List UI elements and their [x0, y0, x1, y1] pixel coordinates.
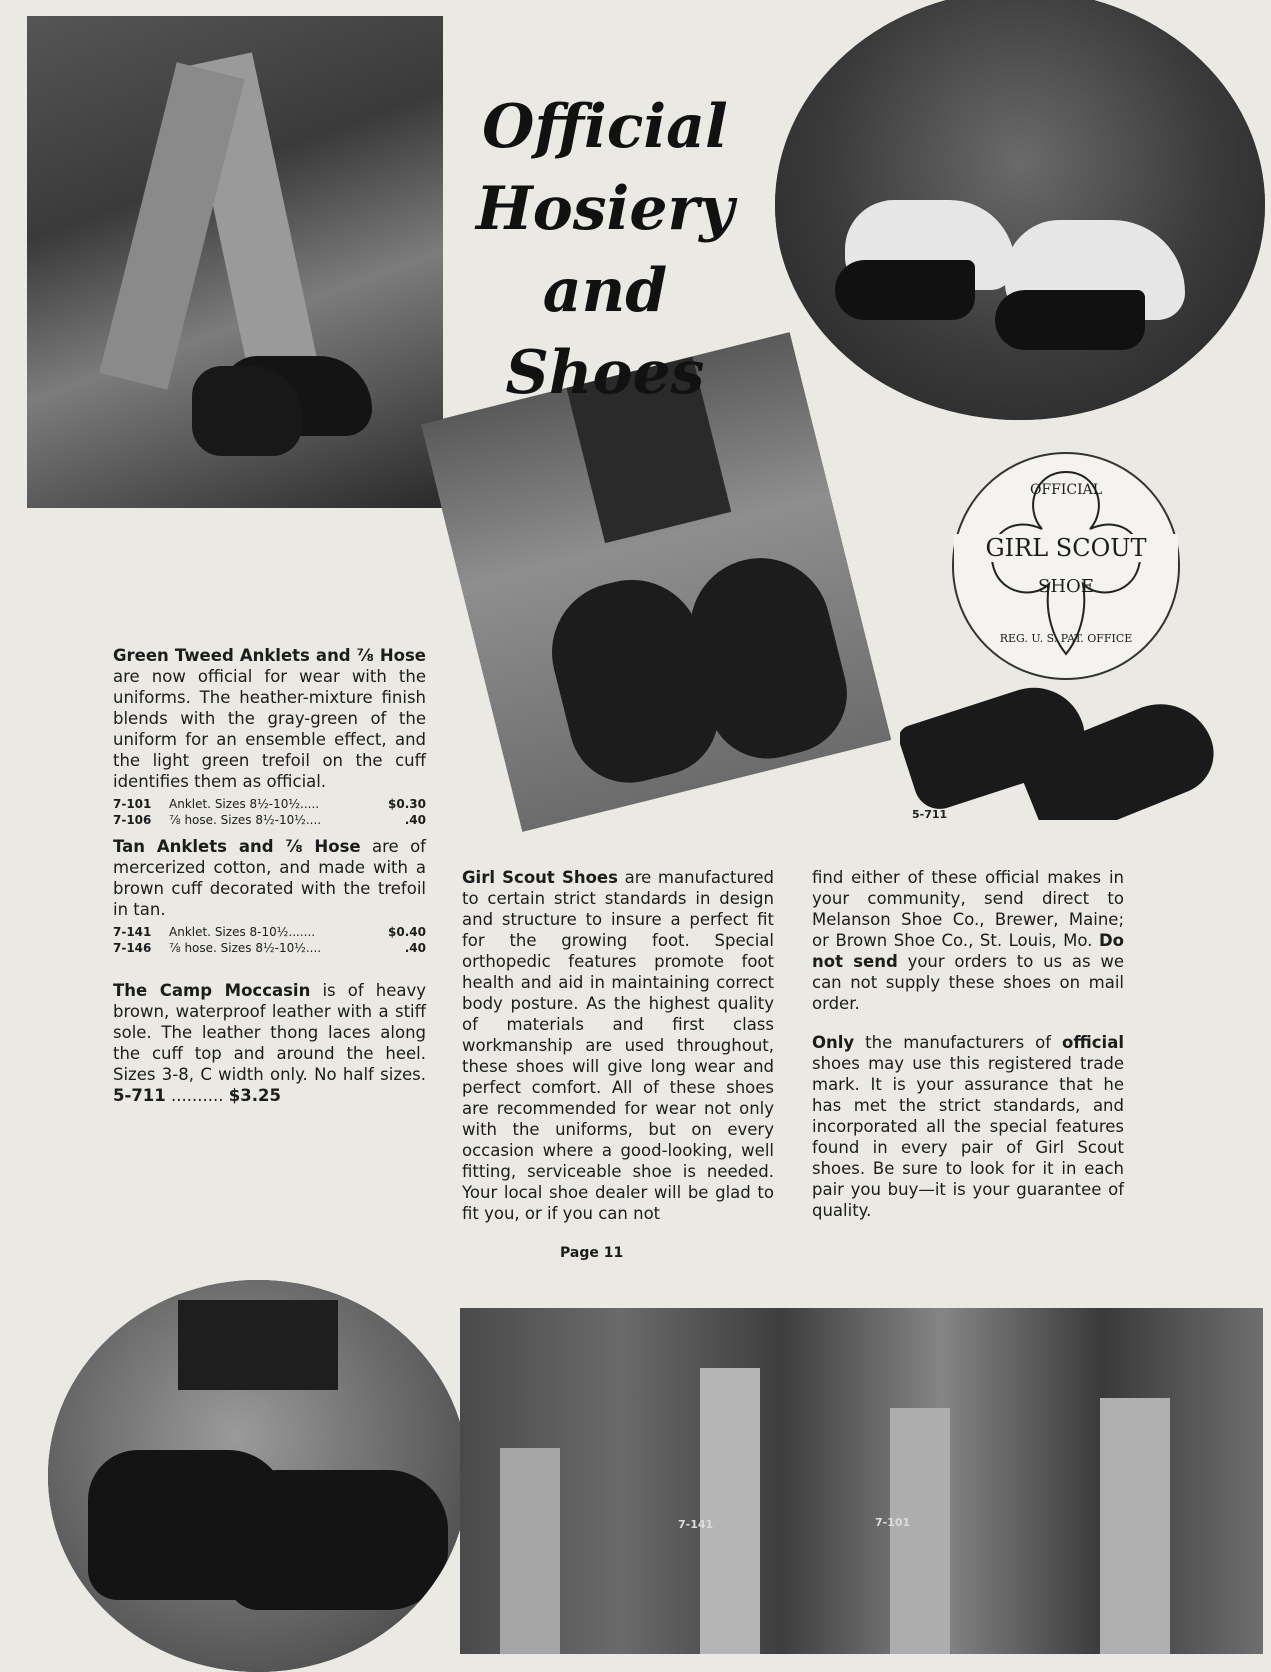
item-number: 7-146 — [113, 941, 152, 955]
moccasin-heading: The Camp Moccasin — [113, 981, 311, 1000]
photo-moccasins — [900, 670, 1230, 820]
left-column — [113, 645, 426, 1124]
moccasin-leader-dots: .......... — [171, 1086, 224, 1105]
item-number: 7-106 — [113, 813, 152, 827]
price-row — [113, 924, 426, 940]
item-number: 7-101 — [113, 797, 152, 811]
girl-scout-shoes-paragraph — [462, 867, 774, 1224]
tan-anklets-heading: Tan Anklets and ⅞ Hose — [113, 837, 361, 856]
girl-scout-shoes-body: are manufactured to certain strict standards in design and structure to insure a perfect fit for the growing foot. Special orthopedic features promote foot health and aid in maintaining correct body posture. As the highest quality of materials and first class workmanship are used throughout, these shoes will give long wear and perfect comfort. All of these shoes are recommended for wear not only with the uniforms, but on every occasion where a good-looking, well fitting, serviceable shoe is needed. Your local shoe dealer will be glad to fit you, or if you can not — [462, 868, 775, 1223]
moccasin-paragraph — [113, 980, 426, 1106]
photo-hose-crossed-legs — [27, 16, 443, 508]
item-description: ⅞ hose. Sizes 8½-10½.... — [169, 941, 322, 955]
only-emphasis: Only — [812, 1033, 855, 1052]
item-price: $0.40 — [388, 925, 426, 939]
title-line-4: Shoes — [505, 338, 705, 408]
seal-word-official: OFFICIAL — [1029, 482, 1103, 498]
moccasin-price: $3.25 — [228, 1086, 281, 1105]
tan-anklets-body: are of mercerized cotton, and made with a brown cuff decorated with the trefoil in tan. — [113, 837, 426, 919]
right-column — [812, 867, 1124, 1239]
tan-anklets-paragraph — [113, 836, 426, 920]
item-price: $0.30 — [388, 797, 426, 811]
title-line-3: and — [542, 256, 668, 326]
tan-anklets-price-list — [113, 924, 426, 956]
page-number: Page 11 — [560, 1245, 624, 1261]
item-price: .40 — [404, 813, 426, 827]
item-description: ⅞ hose. Sizes 8½-10½.... — [169, 813, 322, 827]
seal-word-shoe: SHOE — [1038, 576, 1094, 597]
official-emphasis: official — [1062, 1033, 1124, 1052]
green-anklets-heading: Green Tweed Anklets and ⅞ Hose — [113, 646, 426, 665]
price-row — [113, 796, 426, 812]
photo-anklets-closeup — [48, 1280, 468, 1672]
ordering-text: find either of these official makes in your community, send direct to Melanson Shoe Co., Brewer, Maine; or Brown Shoe Co., St. Louis, Mo. — [812, 868, 1124, 950]
item-price: .40 — [404, 941, 426, 955]
item-description: Anklet. Sizes 8-10½....... — [169, 925, 316, 939]
item-number: 7-141 — [113, 925, 152, 939]
page-title — [470, 86, 740, 414]
green-anklets-paragraph — [113, 645, 426, 792]
moccasin-photo-caption: 5-711 — [912, 808, 948, 821]
price-row — [113, 812, 426, 828]
official-shoe-trademark-seal — [952, 452, 1180, 680]
trademark-text-end: shoes may use this registered trade mark. It is your assurance that he has met the strict standards, and incorporated all the special features found in every pair of Girl Scout shoes. Be sure to look for it in each pair you buy—it is your guarantee of quality. — [812, 1054, 1124, 1220]
photo-girls-legs-group — [460, 1308, 1263, 1654]
photo-code-7-101: 7-101 — [875, 1516, 911, 1529]
green-anklets-body: are now official for wear with the uniforms. The heather-mixture finish blends with the gray-green of the uniform for an ensemble effect, and the light green trefoil on the cuff identifies them as official. — [113, 667, 426, 791]
girl-scout-shoes-heading: Girl Scout Shoes — [462, 868, 618, 887]
green-anklets-price-list — [113, 796, 426, 828]
photo-saddle-shoes — [775, 0, 1265, 420]
ordering-text-end: your orders to us as we can not supply these shoes on mail order. — [812, 952, 1124, 1013]
moccasin-code: 5-711 — [113, 1086, 166, 1105]
title-line-2: Hosiery — [476, 174, 734, 244]
photo-code-7-141: 7-141 — [678, 1518, 714, 1531]
seal-word-girl-scout: GIRL SCOUT — [954, 534, 1178, 562]
middle-column — [462, 867, 774, 1242]
price-row — [113, 940, 426, 956]
title-line-1: Official — [482, 92, 728, 162]
moccasin-body: is of heavy brown, waterproof leather with a stiff sole. The leather thong laces along the cuff top and around the heel. Sizes 3-8, C width only. No half sizes. — [113, 981, 426, 1084]
trademark-paragraph — [812, 1032, 1124, 1221]
seal-word-registration: REG. U. S. PAT. OFFICE — [999, 632, 1133, 645]
ordering-paragraph — [812, 867, 1124, 1014]
do-not-send-notice: Do not send — [812, 931, 1124, 971]
item-description: Anklet. Sizes 8½-10½..... — [169, 797, 320, 811]
trademark-text: the manufacturers of — [865, 1033, 1052, 1052]
